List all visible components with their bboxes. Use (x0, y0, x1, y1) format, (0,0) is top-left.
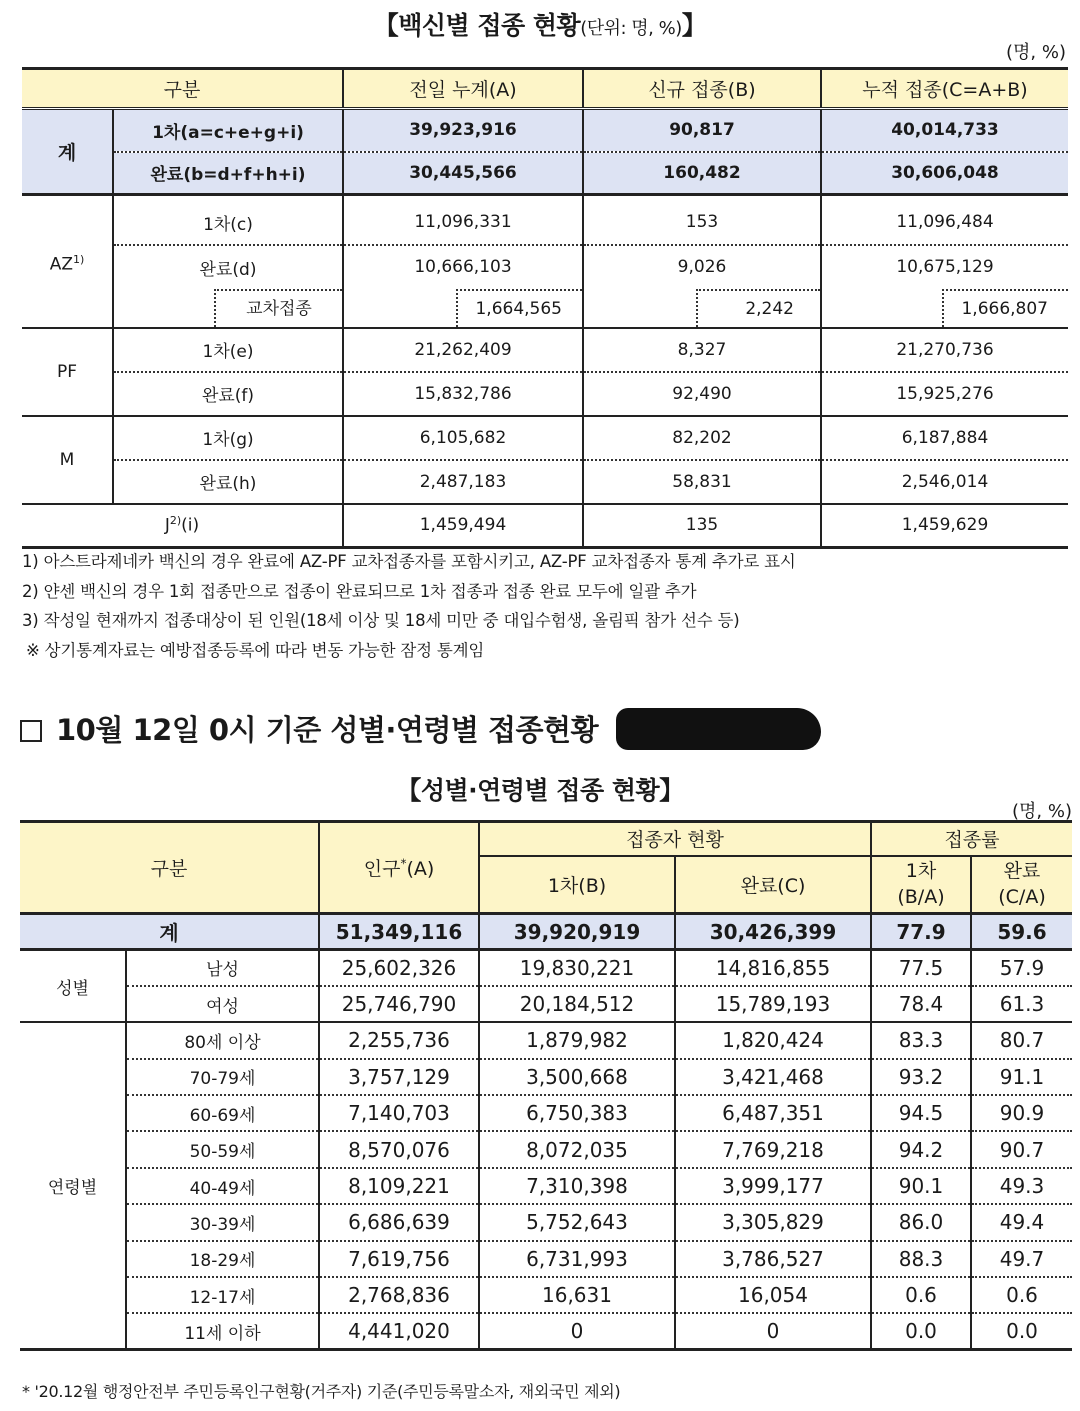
cell-value: 80.7 (971, 1022, 1072, 1058)
cell-value: 21,262,409 (343, 328, 583, 372)
header-previous-total: 전일 누계(A) (343, 69, 583, 109)
cell-value: 160,482 (583, 152, 821, 195)
header-cumulative: 누적 접종(C=A+B) (821, 69, 1068, 109)
m-row-complete (22, 460, 1068, 504)
j-label-sup: 2) (169, 514, 182, 528)
row-label: 30-39세 (126, 1204, 319, 1240)
cell-value: 6,487,351 (675, 1095, 871, 1131)
age-row (20, 1168, 1072, 1204)
header-complete: 완료(C) (675, 856, 871, 914)
header-population-suffix: (A) (406, 858, 435, 880)
row-label: 11세 이하 (126, 1313, 319, 1349)
footnote-2: 2) 얀센 백신의 경우 1회 접종만으로 접종이 완료되므로 1차 접종과 접종 완료 모두에 일괄 추가 (22, 582, 697, 601)
cell-value: 135 (583, 504, 821, 548)
m-label: M (22, 416, 113, 504)
pf-label: PF (22, 328, 113, 416)
total-row-first (22, 109, 1068, 152)
header-category: 구분 (20, 822, 319, 914)
cell-value: 2,255,736 (319, 1022, 479, 1058)
cell-value: 30,426,399 (675, 914, 871, 950)
header-category: 구분 (22, 69, 343, 109)
vaccine-table-title (0, 6, 1080, 42)
az-row-cross (22, 289, 1068, 328)
total-label: 계 (22, 109, 113, 195)
cell-value: 3,757,129 (319, 1059, 479, 1095)
demographic-table-title: 【성별·연령별 접종 현황】 (396, 776, 684, 805)
row-label: 1차(g) (113, 416, 343, 460)
cell-value: 3,786,527 (675, 1241, 871, 1277)
header-population (319, 822, 479, 914)
row-label: 12-17세 (126, 1277, 319, 1313)
cell-value: 90.1 (871, 1168, 971, 1204)
demographic-footnote-mark: * (22, 1382, 30, 1401)
cell-value: 86.0 (871, 1204, 971, 1240)
cell-value: 0.0 (971, 1313, 1072, 1349)
cell-value: 1,666,807 (942, 289, 1068, 327)
cell-value: 61.3 (971, 986, 1072, 1022)
cell-value: 14,816,855 (675, 950, 871, 986)
cell-value: 0.6 (971, 1277, 1072, 1313)
row-label: 완료(b=d+f+h+i) (113, 152, 343, 195)
cell-value: 8,570,076 (319, 1131, 479, 1167)
demographic-table-unit-note: (명, %) (1012, 801, 1072, 822)
cell-value: 7,769,218 (675, 1131, 871, 1167)
pf-row-complete (22, 372, 1068, 416)
cell-value: 7,310,398 (479, 1168, 675, 1204)
cell-value: 90.7 (971, 1131, 1072, 1167)
footnote-note: ※ 상기통계자료는 예방접종등록에 따라 변동 가능한 잠정 통계임 (26, 641, 485, 660)
cell-value: 90.9 (971, 1095, 1072, 1131)
header-vaccinated-group: 접종자 현황 (479, 822, 871, 856)
footnote-3: 3) 작성일 현재까지 접종대상이 된 인원(18세 이상 및 18세 미만 중 대입수험생, 올림픽 참가 선수 등) (22, 611, 740, 630)
cell-value: 30,606,048 (821, 152, 1068, 195)
cell-value: 40,014,733 (821, 109, 1068, 152)
cell-value: 83.3 (871, 1022, 971, 1058)
cell-value: 5,752,643 (479, 1204, 675, 1240)
header-new: 신규 접종(B) (583, 69, 821, 109)
total-row (20, 914, 1072, 950)
cell-value: 15,832,786 (343, 372, 583, 416)
cell-value: 77.9 (871, 914, 971, 950)
row-label: 완료(h) (113, 460, 343, 504)
cell-value: 2,768,836 (319, 1277, 479, 1313)
row-label: 60-69세 (126, 1095, 319, 1131)
header-rate-complete-line1: 완료 (1003, 860, 1041, 883)
redaction-mark (616, 708, 821, 750)
vaccine-table (22, 67, 1068, 549)
cell-value: 6,686,639 (319, 1204, 479, 1240)
cell-value: 10,666,103 (343, 245, 583, 289)
age-row (20, 1095, 1072, 1131)
cell-value: 9,026 (583, 245, 821, 289)
age-row (20, 1059, 1072, 1095)
header-rate-complete (971, 856, 1072, 914)
cell-value: 88.3 (871, 1241, 971, 1277)
cell-value: 59.6 (971, 914, 1072, 950)
age-row (20, 1022, 1072, 1058)
cell-value: 49.7 (971, 1241, 1072, 1277)
cell-value: 3,421,468 (675, 1059, 871, 1095)
cell-value: 2,487,183 (343, 460, 583, 504)
cell-value: 16,631 (479, 1277, 675, 1313)
cell-value: 92,490 (583, 372, 821, 416)
row-label: 50-59세 (126, 1131, 319, 1167)
cell-value: 1,459,494 (343, 504, 583, 548)
row-label: 완료(f) (113, 372, 343, 416)
age-row (20, 1131, 1072, 1167)
cell-value: 1,820,424 (675, 1022, 871, 1058)
gender-row-female (20, 986, 1072, 1022)
cell-value: 6,187,884 (821, 416, 1068, 460)
row-label: 1차(a=c+e+g+i) (113, 109, 343, 152)
vaccine-table-title-unit: (단위: 명, %) (580, 18, 682, 39)
row-label: 80세 이상 (126, 1022, 319, 1058)
header-rate-first (871, 856, 971, 914)
cell-value: 30,445,566 (343, 152, 583, 195)
header-rate-group: 접종률 (871, 822, 1072, 856)
cell-value: 94.2 (871, 1131, 971, 1167)
age-row (20, 1313, 1072, 1349)
row-label: 완료(d) (199, 259, 257, 280)
cell-value: 6,750,383 (479, 1095, 675, 1131)
age-row (20, 1241, 1072, 1277)
vaccine-table-title-end: 】 (681, 11, 707, 40)
cell-value: 21,270,736 (821, 328, 1068, 372)
row-label: 1차(c) (113, 201, 343, 245)
demographic-footnote (22, 1379, 620, 1402)
cell-value: 153 (583, 201, 821, 245)
cross-label-cell (113, 289, 343, 328)
az-row-first (22, 201, 1068, 245)
vaccine-table-title-text: 【백신별 접종 현황 (373, 11, 581, 40)
header-first: 1차(B) (479, 856, 675, 914)
cell-value: 0 (675, 1313, 871, 1349)
footnote-1: 1) 아스트라제네카 백신의 경우 완료에 AZ-PF 교차접종자를 포함시키고, AZ-PF 교차접종자 통계 추가로 표시 (22, 552, 796, 571)
cell-value: 15,925,276 (821, 372, 1068, 416)
cell-value: 93.2 (871, 1059, 971, 1095)
cell-value: 90,817 (583, 109, 821, 152)
cell-value: 91.1 (971, 1059, 1072, 1095)
az-label-sup: 1) (72, 252, 85, 266)
j-label-suffix: (i) (181, 516, 200, 537)
row-label: 남성 (126, 950, 319, 986)
cross-cell (343, 289, 583, 328)
cell-value: 49.4 (971, 1204, 1072, 1240)
gender-row-male (20, 950, 1072, 986)
cell-value: 82,202 (583, 416, 821, 460)
cell-value: 25,602,326 (319, 950, 479, 986)
gender-label: 성별 (20, 950, 126, 1023)
row-label: 여성 (126, 986, 319, 1022)
cell-value: 0.6 (871, 1277, 971, 1313)
cell-value: 78.4 (871, 986, 971, 1022)
age-row (20, 1204, 1072, 1240)
cell-value: 2,546,014 (821, 460, 1068, 504)
section-heading-text: 10월 12일 0시 기준 성별·연령별 접종현황 (56, 713, 599, 747)
header-row-1 (20, 822, 1072, 856)
j-label-text: J (164, 516, 170, 537)
cross-label: 교차접종 (214, 289, 342, 327)
vaccine-table-unit-note: (명, %) (1006, 42, 1066, 63)
cross-cell (821, 289, 1068, 328)
cell-value: 11,096,331 (343, 201, 583, 245)
cell-value: 10,675,129 (821, 245, 1068, 289)
cell-value: 1,664,565 (456, 289, 582, 327)
cell-value: 8,327 (583, 328, 821, 372)
j-row (22, 504, 1068, 548)
demographic-table (20, 820, 1072, 1351)
cell-value: 39,923,916 (343, 109, 583, 152)
az-label-text: AZ (49, 254, 73, 275)
cell-value: 57.9 (971, 950, 1072, 986)
cell-value: 16,054 (675, 1277, 871, 1313)
cell-value: 4,441,020 (319, 1313, 479, 1349)
cell-value: 20,184,512 (479, 986, 675, 1022)
cell-value: 77.5 (871, 950, 971, 986)
cell-value: 0 (479, 1313, 675, 1349)
cell-value: 49.3 (971, 1168, 1072, 1204)
j-label (22, 504, 343, 548)
cross-cell (583, 289, 821, 328)
header-rate-first-line2: (B/A) (897, 886, 945, 909)
cell-value: 0.0 (871, 1313, 971, 1349)
cell-value: 3,500,668 (479, 1059, 675, 1095)
cell-value: 1,459,629 (821, 504, 1068, 548)
total-label: 계 (20, 914, 319, 950)
cell-value: 15,789,193 (675, 986, 871, 1022)
cell-value: 8,072,035 (479, 1131, 675, 1167)
vaccine-table-header-row (22, 69, 1068, 109)
pf-row-first (22, 328, 1068, 372)
age-row (20, 1277, 1072, 1313)
cell-value: 6,105,682 (343, 416, 583, 460)
cell-value: 7,619,756 (319, 1241, 479, 1277)
cell-value: 3,999,177 (675, 1168, 871, 1204)
cell-value: 51,349,116 (319, 914, 479, 950)
cell-value: 19,830,221 (479, 950, 675, 986)
cell-value: 1,879,982 (479, 1022, 675, 1058)
total-row-complete (22, 152, 1068, 195)
cell-value: 7,140,703 (319, 1095, 479, 1131)
cell-value: 39,920,919 (479, 914, 675, 950)
checkbox-square-icon (20, 720, 42, 742)
header-rate-complete-line2: (C/A) (998, 886, 1046, 909)
demographic-footnote-text: '20.12월 행정안전부 주민등록인구현황(거주자) 기준(주민등록말소자, 재외국민 제외) (29, 1382, 621, 1401)
cell-value: 94.5 (871, 1095, 971, 1131)
cell-value: 2,242 (696, 289, 820, 327)
az-label (22, 201, 113, 328)
cell-value: 3,305,829 (675, 1204, 871, 1240)
cell-value: 58,831 (583, 460, 821, 504)
m-row-first (22, 416, 1068, 460)
cell-value: 11,096,484 (821, 201, 1068, 245)
header-rate-first-line1: 1차 (905, 860, 937, 883)
row-label: 70-79세 (126, 1059, 319, 1095)
cell-value: 6,731,993 (479, 1241, 675, 1277)
cell-value: 25,746,790 (319, 986, 479, 1022)
row-label: 18-29세 (126, 1241, 319, 1277)
row-label: 1차(e) (113, 328, 343, 372)
row-label: 40-49세 (126, 1168, 319, 1204)
header-population-sup: * (400, 856, 407, 871)
header-population-text: 인구 (363, 858, 401, 880)
az-row-complete (22, 245, 1068, 289)
cell-value: 8,109,221 (319, 1168, 479, 1204)
age-label: 연령별 (20, 1022, 126, 1350)
